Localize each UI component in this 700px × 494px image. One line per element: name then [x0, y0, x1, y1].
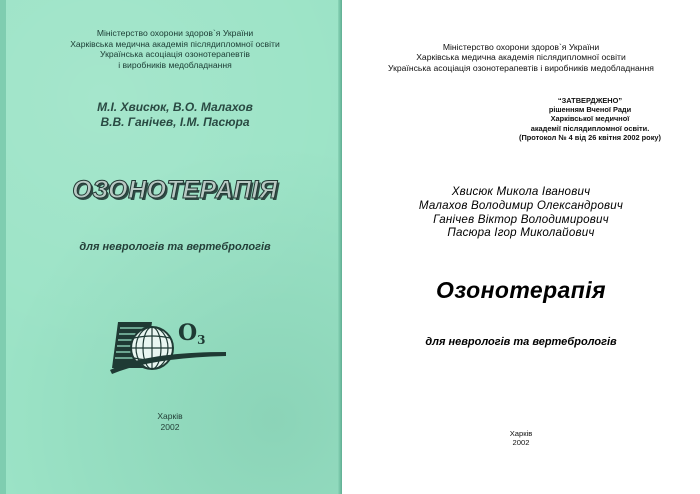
- title-page-imprint: [342, 429, 700, 448]
- cover-institution-header: [60, 28, 290, 70]
- cover-imprint: [110, 411, 230, 432]
- book-cover: [0, 0, 342, 494]
- approval-line: Харківської медичної: [550, 114, 630, 124]
- title-page-title: Озонотерапія: [436, 277, 606, 303]
- author-name: Пасюра Ігор Миколайович: [447, 226, 595, 240]
- approval-line: рішенням Вченої Ради: [548, 105, 632, 115]
- approval-block: [510, 96, 670, 142]
- approval-line: (Протокол № 4 від 26 квітня 2002 року): [519, 132, 661, 142]
- approval-line: академії післядипломної освіти.: [530, 123, 650, 133]
- cover-year: 2002: [160, 421, 180, 432]
- cover-header-line: і виробників медобладнання: [118, 59, 232, 70]
- ozone-globe-logo-icon: [106, 312, 232, 374]
- title-page-subtitle: для неврологів та вертебрологів: [425, 336, 617, 348]
- author-name: Ганічев Віктор Володимирович: [433, 212, 609, 226]
- cover-author-line: М.І. Хвисюк, В.О. Малахов: [97, 100, 253, 114]
- cover-city: Харків: [157, 411, 183, 421]
- logo-o-letter: O: [178, 320, 198, 346]
- cover-subtitle: для неврологів та вертебрологів: [79, 241, 271, 253]
- title-page-city: Харків: [509, 429, 533, 438]
- title-page-authors: [342, 185, 700, 240]
- cover-title: ОЗОНОТЕРАПІЯ: [72, 176, 278, 204]
- author-name: Хвисюк Микола Іванович: [451, 185, 591, 198]
- author-name: Малахов Володимир Олександрович: [418, 198, 624, 212]
- cover-authors: [60, 100, 290, 130]
- title-page-year: 2002: [512, 438, 530, 448]
- title-page-header-line: Українська асоціація озонотерапевтів і виробників медобладнання: [388, 62, 654, 73]
- cover-header-line: Українська асоціація озонотерапевтів: [100, 49, 250, 60]
- approval-line: “ЗАТВЕРДЖЕНО”: [557, 96, 623, 105]
- cover-edge: [0, 0, 6, 494]
- cover-header-line: Міністерство охорони здоров`я України: [96, 28, 254, 38]
- cover-header-line: Харківська медична академія післядипломної освіти: [70, 38, 280, 49]
- title-page-institution-header: [342, 42, 700, 73]
- title-page: [342, 0, 700, 494]
- title-page-header-line: Міністерство охорони здоров`я України: [442, 42, 600, 52]
- title-page-header-line: Харківська медична академія післядипломної освіти: [416, 52, 626, 63]
- logo-o3-text: [178, 320, 206, 347]
- logo-subscript-3: 3: [197, 333, 206, 347]
- cover-author-line: В.В. Ганічев, І.М. Пасюра: [100, 115, 250, 129]
